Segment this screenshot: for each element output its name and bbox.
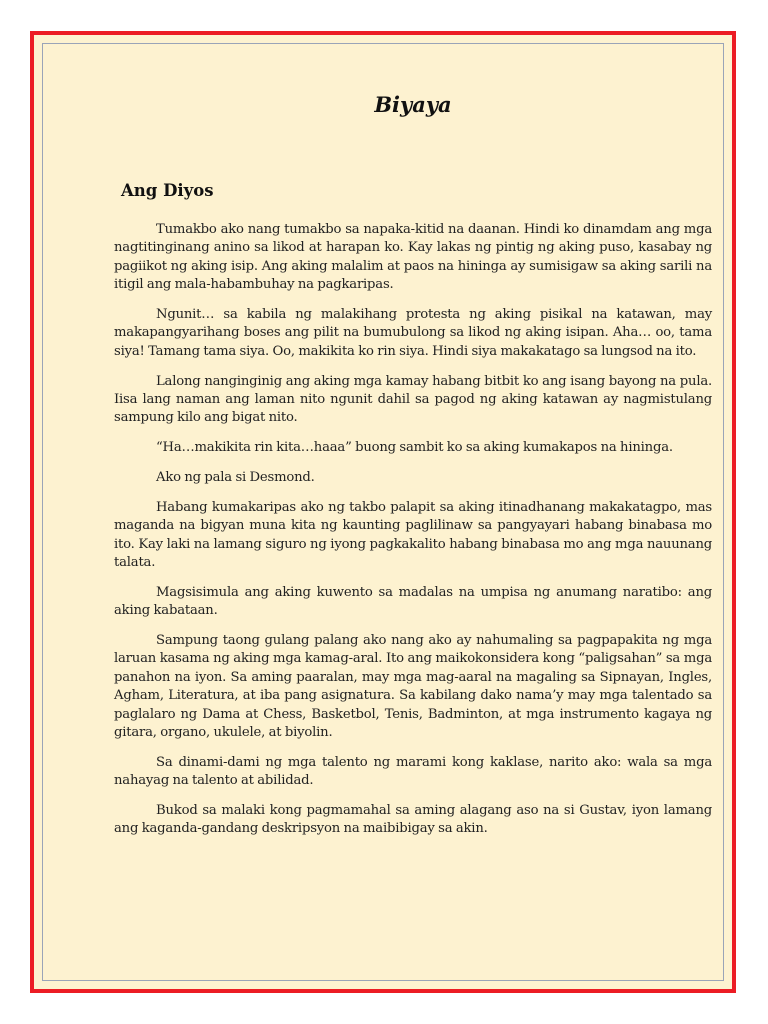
paragraph-10: Bukod sa malaki kong pagmamahal sa aming alagang aso na si Gustav, iyon lamang ang kaganda-gandang deskripsyon na maibibigay sa akin. bbox=[114, 803, 712, 837]
paragraph-2: Ngunit… sa kabila ng malakihang protesta ng aking pisikal na katawan, may makapangyarihang boses ang pilit na bumubulong sa likod ng aking isipan. Aha… oo, tama siya! Tamang tama siya. Oo, makikita ko rin siya. Hindi siya makakatago sa lungsod na ito. bbox=[114, 307, 712, 359]
paragraph-6: Habang kumakaripas ako ng takbo palapit sa aking itinadhanang makakatagpo, mas maganda na bigyan muna kita ng kaunting paglilinaw sa pangyayari habang binabasa mo ito. Kay laki na lamang siguro ng iyong pagkakalito habang binabasa mo ang mga nauunang talata. bbox=[114, 499, 712, 571]
paragraph-3: Lalong nanginginig ang aking mga kamay habang bitbit ko ang isang bayong na pula. Iisa lang naman ang laman nito ngunit dahil sa pagod ng aking katawan ay nagmistulang sampung kilo ang bigat nito. bbox=[114, 373, 712, 426]
page-frame-outer bbox=[30, 31, 736, 993]
paragraph-7: Magsisimula ang aking kuwento sa madalas na umpisa ng anumang naratibo: ang aking kabataan. bbox=[114, 584, 712, 619]
paragraph-4: “Ha…makikita rin kita…haaa” buong sambit ko sa aking kumakapos na hininga. bbox=[156, 440, 673, 456]
paragraph-9: Sa dinami-dami ng mga talento ng marami kong kaklase, narito ako: wala sa mga nahayag na talento at abilidad. bbox=[114, 754, 712, 789]
body-text bbox=[114, 221, 712, 850]
paragraph-8: Sampung taong gulang palang ako nang ako ay nahumaling sa pagpapakita ng mga laruan kasama ng aking mga kamag-aral. Ito ang maikokonsidera kong “paligsahan” sa mga panahon na iyon. Sa aming paaralan, may mga mag-aaral na magaling sa Sipnayan, Ingles, Agham, Literatura, at iba pang asignatura. Sa kabilang dako nama’y may mga talentado sa paglalaro ng Dama at Chess, Basketbol, Tenis, Badminton, at mga instrumento kagaya ng gitara, organo, ukulele, at biyolin. bbox=[114, 633, 712, 741]
paragraph-1: Tumakbo ako nang tumakbo sa napaka-kitid na daanan. Hindi ko dinamdam ang mga nagtitinginang anino sa likod at harapan ko. Kay lakas ng pintig ng aking puso, kasabay ng pagiikot ng aking isip. Ang aking malalim at paos na hininga ay sumisigaw sa aking sarili na itigil ang mala-habambuhay na pagkaripas. bbox=[114, 222, 712, 293]
paragraph-5: Ako ng pala si Desmond. bbox=[156, 470, 315, 486]
section-heading: Ang Diyos bbox=[121, 181, 214, 200]
document-title: Biyaya bbox=[374, 92, 452, 117]
